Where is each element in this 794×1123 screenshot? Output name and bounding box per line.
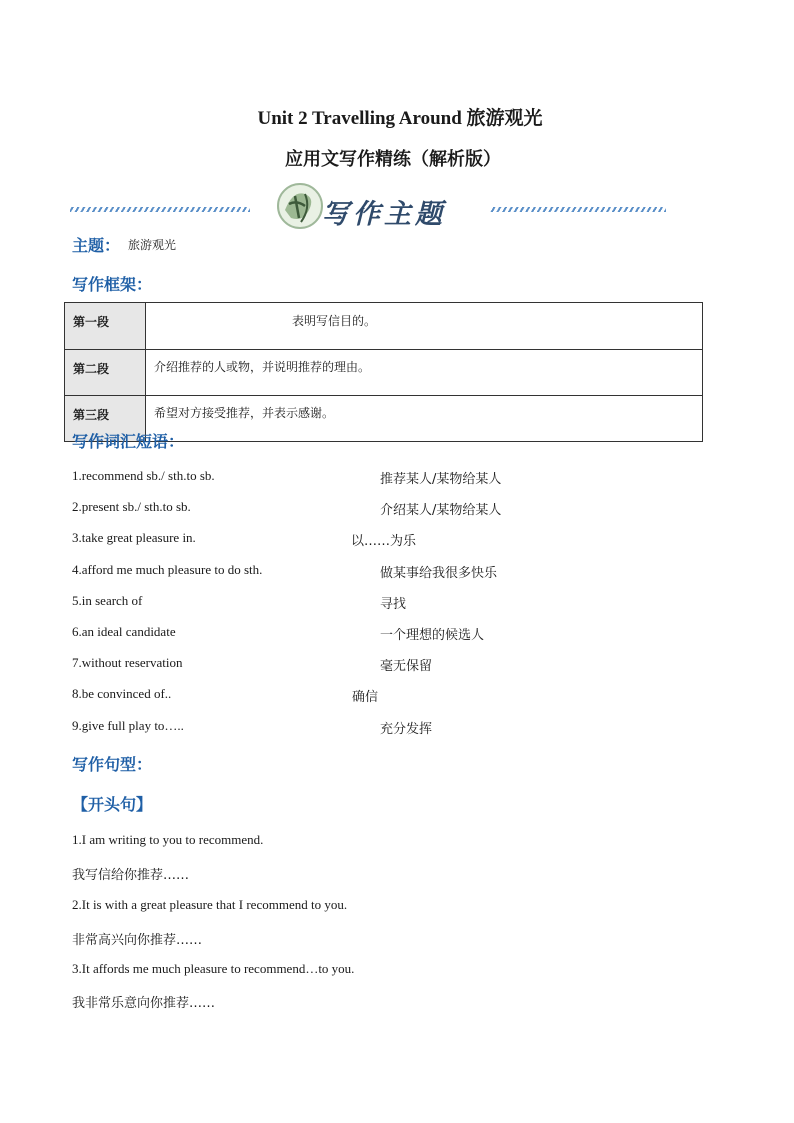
- banner-title: 写作主题: [322, 199, 446, 230]
- sentence-chinese: 我非常乐意向你推荐……: [72, 996, 216, 1011]
- vocab-meaning: 充分发挥: [380, 722, 433, 737]
- paragraph-description: 表明写信目的。: [146, 303, 703, 350]
- vocab-phrase: 3.take great pleasure in.: [72, 530, 196, 545]
- sentence-chinese: 非常高兴向你推荐……: [72, 933, 203, 948]
- sentence-english: 3.It affords me much pleasure to recommend…to you.: [72, 961, 355, 976]
- banner-stripe-right: [490, 207, 666, 212]
- vocab-meaning: 介绍某人/某物给某人: [380, 503, 502, 518]
- topic-value: 旅游观光: [128, 238, 177, 252]
- vocab-meaning: 做某事给我很多快乐: [380, 566, 498, 581]
- vocab-phrase: 2.present sb./ sth.to sb.: [72, 499, 191, 514]
- document-subtitle: 应用文写作精练（解析版）: [285, 149, 501, 170]
- patterns-heading: 写作句型：: [72, 755, 153, 774]
- document-title: Unit 2 Travelling Around 旅游观光: [257, 108, 543, 129]
- banner-stripe-left: [70, 207, 250, 212]
- vocab-meaning: 确信: [352, 690, 379, 705]
- paragraph-label: 第二段: [65, 350, 146, 396]
- vocab-phrase: 5.in search of: [72, 593, 143, 608]
- vocab-phrase: 7.without reservation: [72, 655, 183, 670]
- paragraph-description: 介绍推荐的人或物，并说明推荐的理由。: [146, 350, 703, 396]
- vocab-meaning: 毫无保留: [380, 659, 433, 674]
- vocab-phrase: 1.recommend sb./ sth.to sb.: [72, 468, 215, 483]
- vocab-meaning: 一个理想的候选人: [380, 628, 485, 643]
- writing-logo-icon: [275, 180, 325, 232]
- paragraph-description: 希望对方接受推荐，并表示感谢。: [146, 396, 703, 442]
- table-row: [65, 303, 703, 350]
- sentence-english: 1.I am writing to you to recommend.: [72, 832, 264, 847]
- vocab-phrase: 9.give full play to…..: [72, 718, 184, 733]
- topic-heading: 主题：: [72, 236, 121, 255]
- vocab-phrase: 8.be convinced of..: [72, 686, 172, 701]
- vocab-phrase: 6.an ideal candidate: [72, 624, 176, 639]
- section-banner: [70, 180, 670, 235]
- vocab-meaning: 推荐某人/某物给某人: [380, 472, 502, 487]
- framework-table: [64, 302, 703, 442]
- vocab-meaning: 寻找: [380, 597, 407, 612]
- opening-sentences-heading: 【开头句】: [72, 795, 153, 814]
- vocab-phrase: 4.afford me much pleasure to do sth.: [72, 562, 263, 577]
- sentence-chinese: 我写信给你推荐……: [72, 868, 190, 883]
- paragraph-label: 第三段: [65, 396, 146, 442]
- framework-heading: 写作框架：: [72, 275, 153, 294]
- table-row: [65, 350, 703, 396]
- sentence-english: 2.It is with a great pleasure that I recommend to you.: [72, 897, 348, 912]
- vocabulary-heading: 写作词汇短语：: [72, 432, 185, 451]
- paragraph-label: 第一段: [65, 303, 146, 350]
- vocab-meaning: 以……为乐: [351, 534, 417, 549]
